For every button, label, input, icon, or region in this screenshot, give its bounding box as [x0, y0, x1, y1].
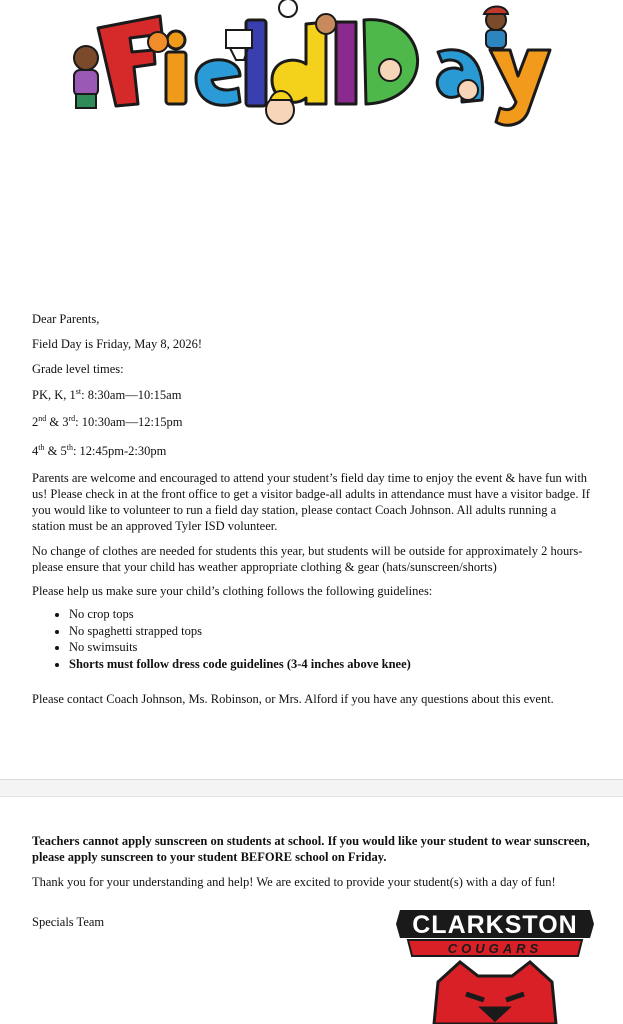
cougar-head-icon: [434, 962, 556, 1024]
logo-line1: CLARKSTON: [412, 911, 578, 939]
clarkston-cougars-logo: [394, 904, 596, 1024]
attendance-paragraph: Parents are welcome and encouraged to attend your student’s field day time to enjoy the event & have fun with us! Please check in at the front office to get a visitor badge-all adults in attendance must have a visitor badge. If you would like to volunteer to run a field day station, please contact Coach Johnson. All adults running a station must be an approved Tyler ISD volunteer.: [32, 471, 590, 533]
list-item: • No swimsuits: [69, 639, 589, 656]
time-row-pk-k-1: PK, K, 1st: 8:30am—10:15am: [32, 386, 182, 402]
list-item: • No crop tops: [69, 606, 589, 623]
list-item: • Shorts must follow dress code guidelines (3-4 inches above knee): [69, 656, 589, 673]
field-day-date: Field Day is Friday, May 8, 2026!: [32, 337, 203, 351]
field-day-banner-illustration: [50, 0, 570, 150]
thank-you-line: Thank you for your understanding and help! We are excited to provide your student(s) with a day of fun!: [32, 875, 556, 889]
list-item: • No spaghetti strapped tops: [69, 623, 589, 640]
greeting: Dear Parents,: [32, 312, 100, 326]
signature: Specials Team: [32, 915, 105, 929]
contact-paragraph: Please contact Coach Johnson, Ms. Robinson, or Mrs. Alford if you have any questions about this event.: [32, 692, 554, 706]
grade-times-heading: Grade level times:: [32, 362, 124, 376]
time-row-2-3: 2nd & 3rd: 10:30am—12:15pm: [32, 413, 183, 429]
sunscreen-note: Teachers cannot apply sunscreen on students at school. If you would like your student to wear sunscreen, please apply sunscreen to your student BEFORE school on Friday.: [32, 834, 590, 864]
time-row-4-5: 4th & 5th: 12:45pm-2:30pm: [32, 442, 167, 458]
logo-line2: COUGARS: [447, 941, 543, 956]
clothing-paragraph: No change of clothes are needed for students this year, but students will be outside for approximately 2 hours-please ensure that your child has weather appropriate clothing & gear (hats/sunscreen/shorts): [32, 544, 583, 574]
page-divider: [0, 779, 623, 797]
clothing-guidelines-list: [32, 606, 589, 672]
guidelines-intro: Please help us make sure your child’s clothing follows the following guidelines:: [32, 584, 433, 598]
